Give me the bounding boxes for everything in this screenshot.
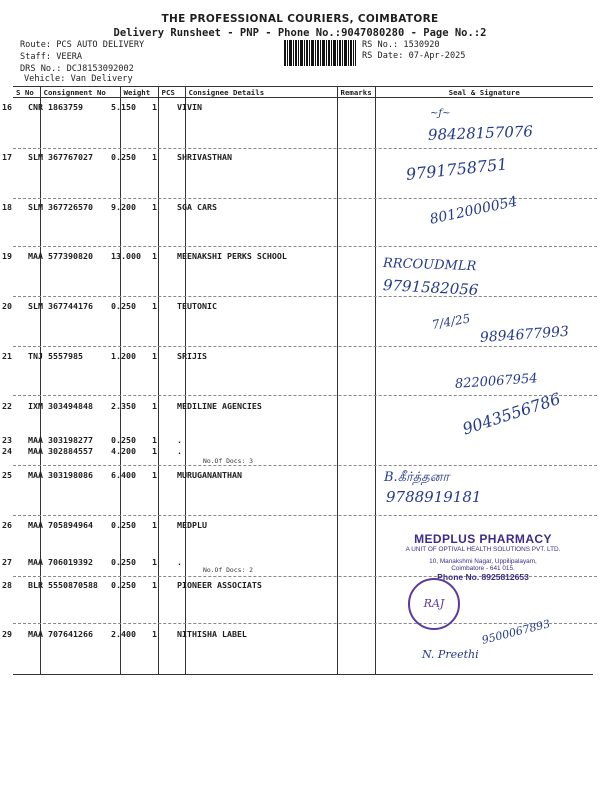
row-sno: 17 (2, 152, 12, 162)
stamp-name: MEDPLUS PHARMACY (414, 532, 552, 546)
row-consignment: MAA 707641266 (28, 629, 93, 639)
signature-phone: 8012000054 (428, 193, 519, 228)
round-seal-icon: RAJ (408, 578, 460, 630)
vehicle-label: Vehicle: Van Delivery (24, 74, 133, 84)
row-consignee: MURUGANANTHAN (177, 470, 242, 480)
row-pcs: 1 (152, 557, 157, 567)
row-pcs: 1 (152, 629, 157, 639)
row-consignment: MAA 303198277 (28, 435, 93, 445)
row-consignee: MEDILINE AGENCIES (177, 401, 262, 411)
row-consignment: MAA 303198086 (28, 470, 93, 480)
row-pcs: 1 (152, 251, 157, 261)
row-weight: 0.250 (111, 301, 136, 311)
row-sno: 23 (2, 435, 12, 445)
col-remarks: Remarks (337, 87, 375, 98)
stamp-phone: Phone No. 8925812653 (437, 572, 529, 582)
row-consignee: NITHISHA LABEL (177, 629, 247, 639)
signature-phone: 9500067893 (480, 617, 552, 647)
row-consignee: SGA CARS (177, 202, 217, 212)
rs-date: RS Date: 07-Apr-2025 (362, 51, 466, 61)
row-pcs: 1 (152, 301, 157, 311)
row-weight: 0.250 (111, 435, 136, 445)
row-weight: 1.200 (111, 351, 136, 361)
row-pcs: 1 (152, 401, 157, 411)
row-sno: 19 (2, 251, 12, 261)
row-consignee: SRIJIS (177, 351, 207, 361)
row-pcs: 1 (152, 580, 157, 590)
row-pcs: 1 (152, 102, 157, 112)
row-consignee: MEENAKSHI PERKS SCHOOL (177, 251, 287, 261)
signature-date: 7/4/25 (430, 311, 472, 332)
docs-count-note: No.Of Docs: 3 (203, 457, 254, 465)
row-consignment: MAA 577390820 (28, 251, 93, 261)
row-sno: 20 (2, 301, 12, 311)
row-pcs: 1 (152, 435, 157, 445)
row-weight: 13.000 (111, 251, 141, 261)
signature-phone: 98428157076 (427, 122, 534, 144)
col-signature: Seal & Signature (375, 87, 593, 98)
row-sno: 21 (2, 351, 12, 361)
row-consignment: IXM 303494848 (28, 401, 93, 411)
col-pcs: PCS (158, 87, 185, 98)
table-header-row (13, 87, 593, 98)
row-consignment: MAA 706019392 (28, 557, 93, 567)
row-sno: 29 (2, 629, 12, 639)
row-weight: 2.350 (111, 401, 136, 411)
row-consignment: SLM 367767027 (28, 152, 93, 162)
row-weight: 0.250 (111, 557, 136, 567)
row-consignee: TEUTONIC (177, 301, 217, 311)
row-consignee: MEDPLU (177, 520, 207, 530)
signature-phone: 8220067954 (454, 371, 539, 392)
row-pcs: 1 (152, 351, 157, 361)
signature-phone: 9791758751 (405, 154, 509, 184)
signature-phone: 9043556786 (460, 389, 563, 439)
row-consignee: VIVIN (177, 102, 202, 112)
row-pcs: 1 (152, 202, 157, 212)
row-consignment: MAA 705894964 (28, 520, 93, 530)
row-consignment: SLM 367726570 (28, 202, 93, 212)
row-consignee: PIONEER ASSOCIATS (177, 580, 262, 590)
row-consignment: CNR 1863759 (28, 102, 83, 112)
row-weight: 9.200 (111, 202, 136, 212)
row-sno: 22 (2, 401, 12, 411)
signature-name: N. Preethi (422, 648, 479, 661)
row-sno: 16 (2, 102, 12, 112)
row-consignee: SHRIVASTHAN (177, 152, 232, 162)
signature-name: RRCOUDMLR (382, 256, 477, 275)
col-consignment: Consignment No (40, 87, 120, 98)
row-consignee: . (177, 446, 182, 456)
docs-count-note: No.Of Docs: 2 (203, 566, 254, 574)
row-weight: 4.200 (111, 446, 136, 456)
row-sno: 28 (2, 580, 12, 590)
row-consignee: . (177, 435, 182, 445)
row-pcs: 1 (152, 446, 157, 456)
row-weight: 0.250 (111, 152, 136, 162)
signature-name: B.கீர்த்தனா (384, 470, 450, 485)
stamp-address: 10, Manakshmi Nagar, Uppilipalayam, (429, 558, 537, 565)
col-consignee: Consignee Details (185, 87, 337, 98)
signature-scribble: ~ƒ~ (430, 108, 451, 119)
drs-number: DRS No.: DCJ8153092002 (20, 64, 134, 74)
row-consignment: TNJ 5557985 (28, 351, 83, 361)
rs-number: RS No.: 1530920 (362, 40, 440, 50)
company-name: THE PROFESSIONAL COURIERS, COIMBATORE (161, 13, 439, 25)
row-pcs: 1 (152, 520, 157, 530)
signature-phone: 9791582056 (382, 276, 479, 299)
row-weight: 5.150 (111, 102, 136, 112)
row-weight: 6.400 (111, 470, 136, 480)
stamp-line: A UNIT OF OPTIVAL HEALTH SOLUTIONS PVT. LTD. (405, 546, 561, 553)
row-weight: 0.250 (111, 520, 136, 530)
row-sno: 18 (2, 202, 12, 212)
row-sno: 26 (2, 520, 12, 530)
route-label: Route: PCS AUTO DELIVERY (20, 40, 145, 50)
runsheet-title: Delivery Runsheet - PNP - Phone No.:9047080280 - Page No.:2 (113, 27, 487, 39)
signature-phone: 9788919181 (386, 488, 482, 506)
row-sno: 27 (2, 557, 12, 567)
stamp-city: Coimbatore - 641 015. (451, 565, 515, 572)
row-weight: 0.250 (111, 580, 136, 590)
row-sno: 25 (2, 470, 12, 480)
row-pcs: 1 (152, 152, 157, 162)
barcode-image (284, 40, 356, 66)
col-sno: S No (13, 87, 40, 98)
staff-label: Staff: VEERA (20, 52, 83, 62)
row-consignment: SLM 367744176 (28, 301, 93, 311)
row-sno: 24 (2, 446, 12, 456)
row-consignee: . (177, 557, 182, 567)
row-weight: 2.400 (111, 629, 136, 639)
row-pcs: 1 (152, 470, 157, 480)
signature-phone: 9894677993 (479, 323, 570, 346)
col-weight: Weight (120, 87, 158, 98)
row-consignment: MAA 302884557 (28, 446, 93, 456)
pharmacy-stamp (398, 532, 568, 582)
row-consignment: BLR 5550870588 (28, 580, 98, 590)
